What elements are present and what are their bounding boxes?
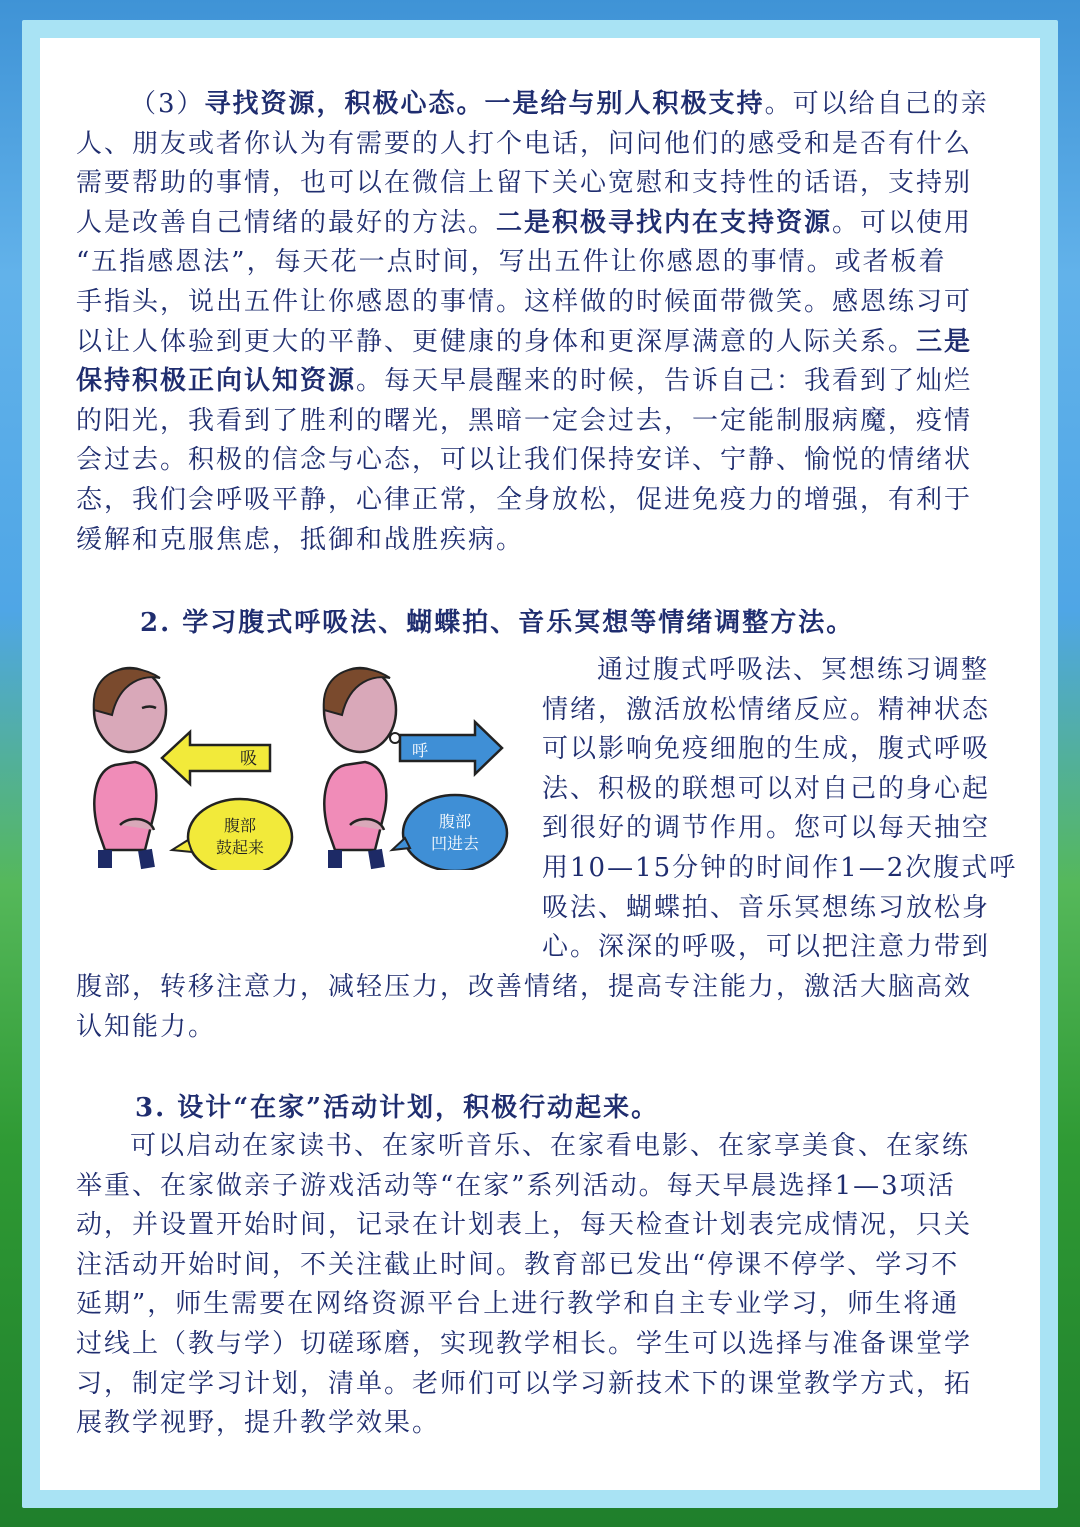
text-run: 三是	[916, 326, 973, 357]
text-run: 。可以使用	[832, 207, 973, 238]
paragraph-line	[542, 809, 990, 849]
text-run: 举重、在家做亲子游戏活动等“在家”系列活动。每天早晨选择1—3项活	[76, 1170, 956, 1201]
text-run: 到很好的调节作用。您可以每天抽空	[542, 813, 991, 844]
paragraph-line	[130, 1127, 970, 1167]
text-run: 保持积极正向认知资源	[76, 366, 357, 397]
text-run: 动，并设置开始时间，记录在计划表上，每天检查计划表完成情况，只关	[76, 1210, 973, 1241]
text-run: 寻找资源，积极心态。一是给与别人积极支持	[204, 89, 765, 119]
text-run: 。可以给自己的亲	[764, 89, 989, 119]
bubble-deflate	[392, 795, 507, 870]
paragraph-line	[542, 730, 990, 770]
paragraph-line	[76, 402, 972, 442]
paragraph-line	[542, 691, 990, 731]
bubble-left-line2: 鼓起来	[215, 838, 265, 857]
paragraph-line	[76, 204, 972, 244]
text-run: “五指感恩法”，每天花一点时间，写出五件让你感恩的事情。或者板着	[76, 247, 947, 278]
paragraph-line	[76, 243, 947, 283]
paragraph-line	[76, 481, 972, 521]
text-run: 延期”，师生需要在网络资源平台上进行教学和自主专业学习，师生将通	[76, 1289, 960, 1320]
text-run: 需要帮助的事情，也可以在微信上留下关心宽慰和支持性的话语，支持别	[76, 168, 973, 199]
text-run: 腹部，转移注意力，减轻压力，改善情绪，提高专注能力，激活大脑高效	[76, 972, 973, 1002]
text-run: 态，我们会呼吸平静，心律正常，全身放松，促进免疫力的增强，有利于	[76, 485, 973, 515]
text-run: 展教学视野，提升教学效果。	[76, 1408, 441, 1439]
paragraph-line	[76, 362, 972, 402]
bubble-left-line1: 腹部	[223, 816, 257, 835]
text-run: 过线上（教与学）切磋琢磨，实现教学相长。学生可以选择与准备课堂学	[76, 1329, 973, 1359]
paragraph-line	[76, 1008, 216, 1048]
exhale-label: 呼	[412, 741, 429, 760]
text-run: 的阳光，我看到了胜利的曙光，黑暗一定会过去，一定能制服病魔，疫情	[76, 405, 973, 436]
paragraph-line	[542, 849, 1017, 889]
paragraph-line	[76, 1404, 440, 1444]
paragraph-line	[76, 968, 972, 1008]
text-run: 。每天早晨醒来的时候，告诉自己：我看到了灿烂	[356, 366, 973, 397]
paragraph-line	[76, 1285, 959, 1325]
paragraph-line	[76, 1325, 972, 1365]
text-run: 认知能力。	[76, 1011, 217, 1042]
text-run: 以让人体验到更大的平静、更健康的身体和更深厚满意的人际关系。	[76, 326, 917, 357]
text-run: 习，制定学习计划，清单。老师们可以学习新技术下的课堂教学方式，拓	[76, 1368, 973, 1399]
text-run: 注活动开始时间，不关注截止时间。教育部已发出“停课不停学、学习不	[76, 1249, 960, 1280]
inhale-label: 吸	[240, 749, 257, 769]
text-run: 通过腹式呼吸法、冥想练习调整	[597, 655, 990, 685]
section-heading-2: 2. 学习腹式呼吸法、蝴蝶拍、音乐冥想等情绪调整方法。	[140, 608, 855, 638]
paragraph-line	[542, 928, 990, 968]
text-run: 人是改善自己情绪的最好的方法。	[76, 207, 497, 238]
text-run: 会过去。积极的信念与心态，可以让我们保持安详、宁静、愉悦的情绪状	[76, 445, 973, 476]
paragraph-line	[76, 323, 972, 363]
breathing-illustration	[50, 640, 520, 870]
text-run: 缓解和克服焦虑，抵御和战胜疾病。	[76, 524, 525, 555]
paragraph-line	[76, 441, 972, 481]
text-run: 用10—15分钟的时间作1—2次腹式呼	[542, 853, 1018, 883]
text-run: 法、积极的联想可以对自己的身心起	[542, 773, 991, 804]
paragraph-line	[76, 164, 972, 204]
figure-exhale	[324, 668, 400, 868]
text-run: 人、朋友或者你认为有需要的人打个电话，问问他们的感受和是否有什么	[76, 128, 973, 159]
text-run: 二是积极寻找内在支持资源	[496, 207, 833, 238]
paragraph-line	[76, 1206, 972, 1246]
text-run: 可以影响免疫细胞的生成，腹式呼吸	[542, 734, 991, 765]
paragraph-line	[76, 521, 524, 561]
paragraph-line	[130, 85, 989, 125]
paragraph-line	[542, 770, 990, 810]
text-run: 吸法、蝴蝶拍、音乐冥想练习放松身	[542, 892, 991, 923]
paragraph-line	[76, 283, 972, 323]
figure-inhale	[94, 668, 166, 868]
paragraph-line	[76, 1167, 956, 1207]
paragraph-line	[76, 125, 972, 165]
text-run: （3）	[130, 89, 205, 119]
bubble-right-line1: 腹部	[438, 812, 472, 831]
bubble-right-line2: 凹进去	[430, 834, 480, 853]
text-run: 心。深深的呼吸，可以把注意力带到	[542, 932, 991, 963]
text-run: 可以启动在家读书、在家听音乐、在家看电影、在家享美食、在家练	[130, 1131, 971, 1161]
text-run: 情绪，激活放松情绪反应。精神状态	[542, 694, 991, 725]
paragraph-line	[597, 651, 989, 691]
paragraph-line	[76, 1365, 972, 1405]
paragraph-line	[76, 1246, 959, 1286]
paragraph-line	[542, 889, 990, 929]
section-heading-3: 3. 设计“在家”活动计划，积极行动起来。	[135, 1093, 660, 1123]
text-run: 手指头，说出五件让你感恩的事情。这样做的时候面带微笑。感恩练习可	[76, 287, 973, 317]
